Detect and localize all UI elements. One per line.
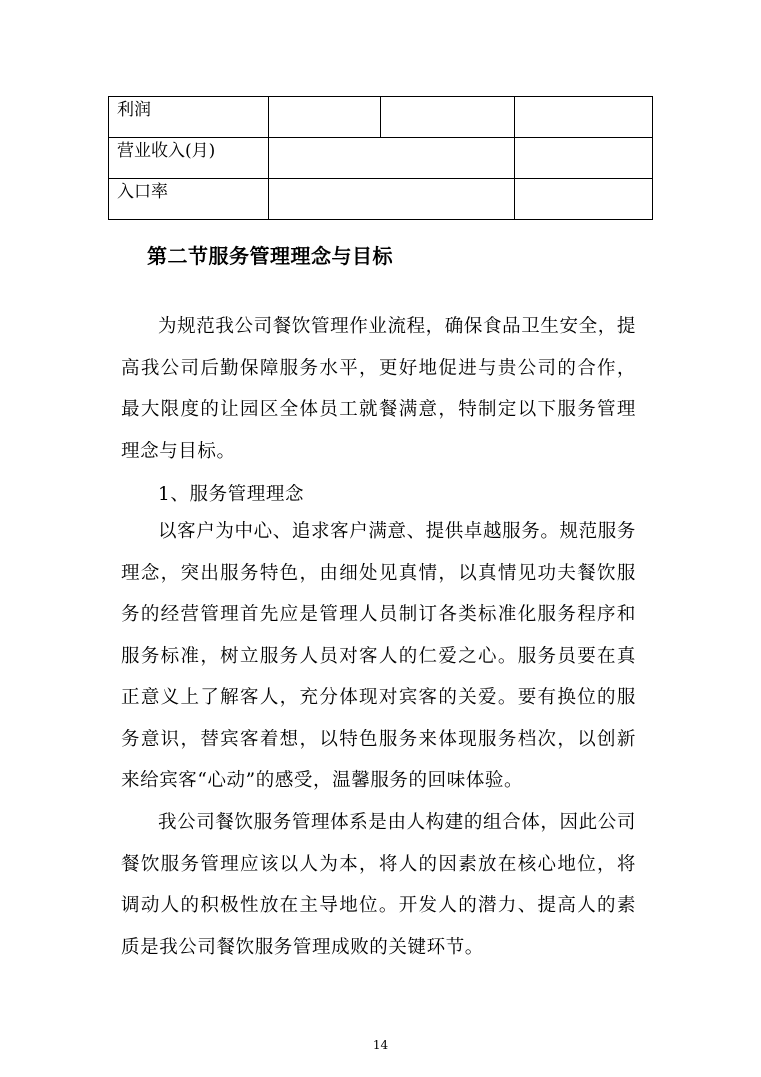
table-cell: [514, 179, 652, 220]
philosophy-paragraph: 以客户为中心、追求客户满意、提供卓越服务。规范服务理念，突出服务特色，由细处见真情，以真情见功夫餐饮服务的经营管理首先应是管理人员制订各类标准化服务程序和服务标准，树立服务人员对客人的仁爱之心。服务员要在真正意义上了解客人，充分体现对宾客的关爱。要有换位的服务意识，替宾客着想，以特色服务来体现服务档次，以创新来给宾客“心动”的感受，温馨服务的回味体验。: [121, 521, 636, 791]
people-paragraph: 我公司餐饮服务管理体系是由人构建的组合体，因此公司餐饮服务管理应该以人为本，将人的因素放在核心地位，将调动人的积极性放在主导地位。开发人的潜力、提高人的素质是我公司餐饮服务管理成败的关键环节。: [121, 812, 636, 958]
row-label: 利润: [109, 97, 269, 138]
table-cell: [269, 138, 515, 179]
page-number: 14: [372, 1038, 389, 1052]
table-cell: [514, 138, 652, 179]
table-cell: [269, 97, 380, 138]
data-table: [108, 96, 653, 220]
section-title: 第二节服务管理理念与目标: [147, 244, 393, 268]
row-label: 营业收入(月): [109, 138, 269, 179]
intro-paragraph: 为规范我公司餐饮管理作业流程，确保食品卫生安全，提高我公司后勤保障服务水平，更好地促进与贵公司的合作，最大限度的让园区全体员工就餐满意，特制定以下服务管理理念与目标。: [121, 316, 636, 462]
subheading: 1、服务管理理念: [158, 484, 305, 505]
table-cell: [380, 97, 514, 138]
table-cell: [514, 97, 652, 138]
table-cell: [269, 179, 515, 220]
table-row: [109, 97, 653, 138]
table-row: [109, 179, 653, 220]
row-label: 入口率: [109, 179, 269, 220]
table-row: [109, 138, 653, 179]
